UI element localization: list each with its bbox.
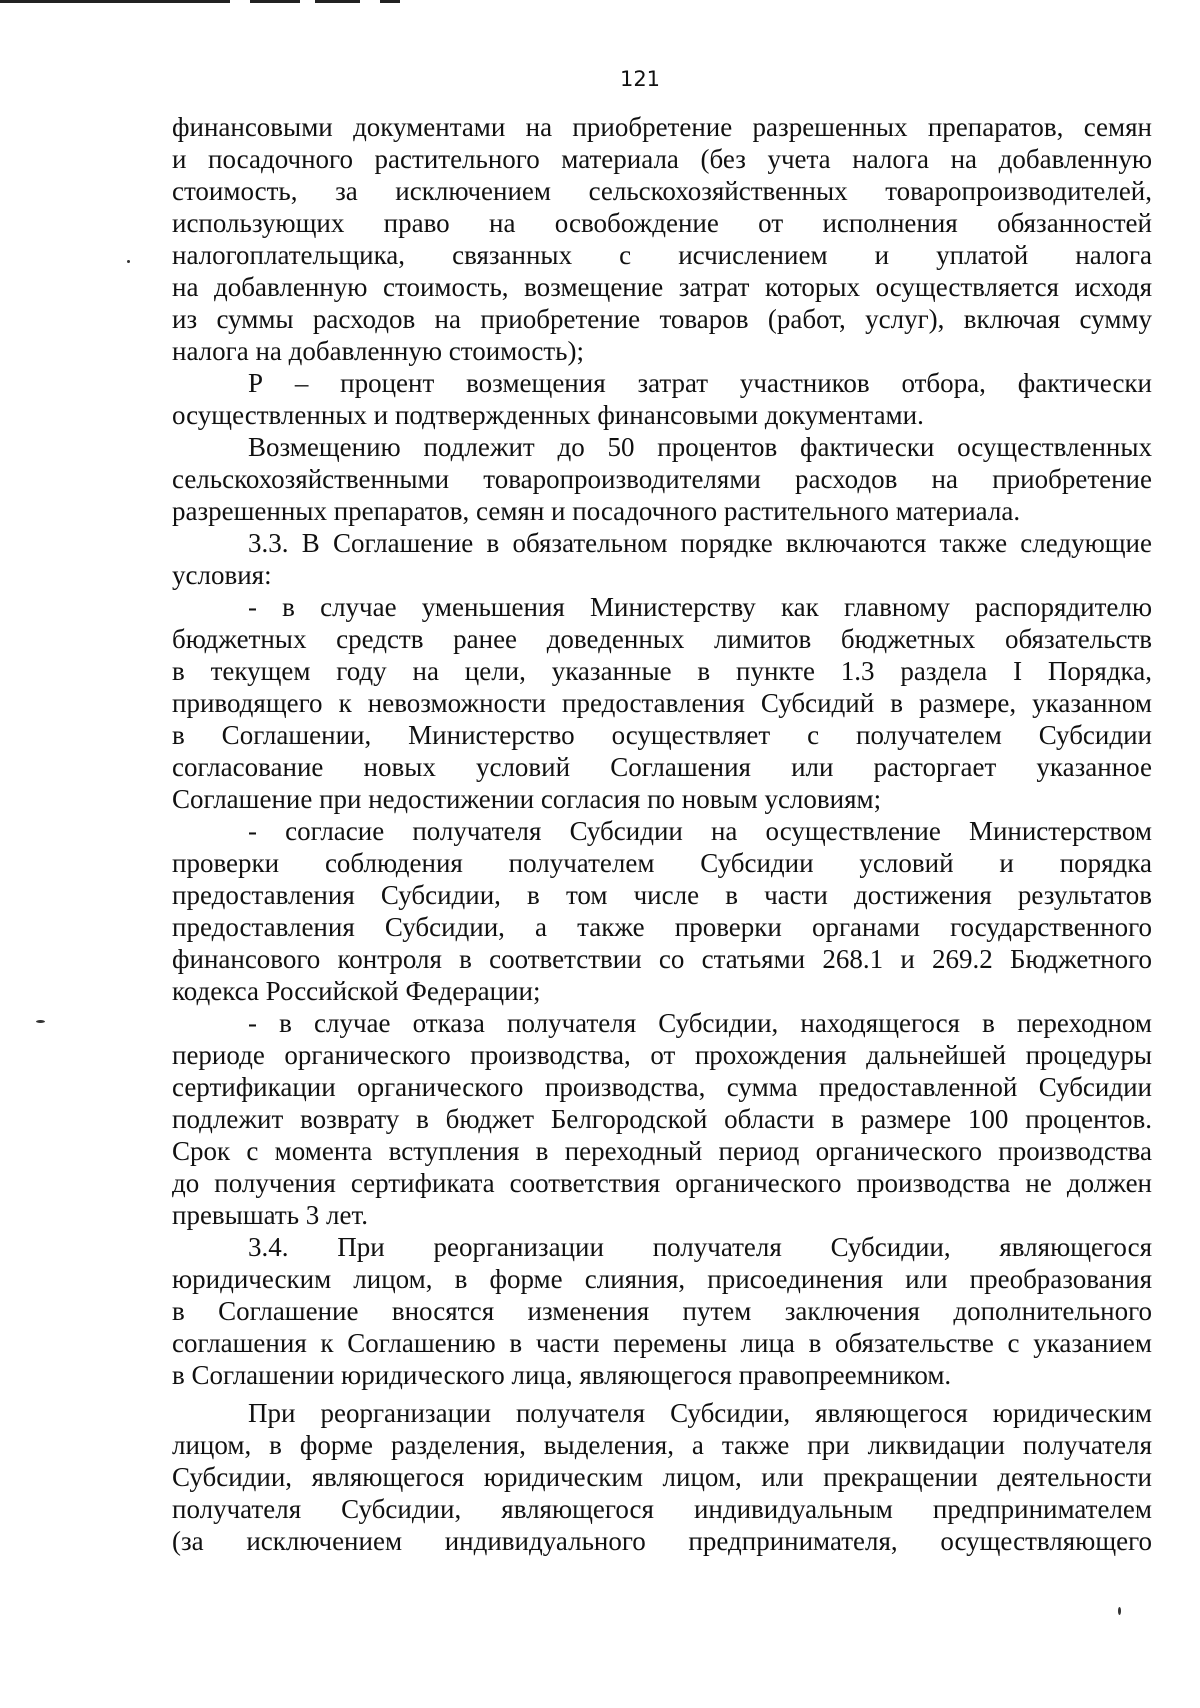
text-line: кодекса Российской Федерации; bbox=[172, 976, 541, 1006]
text-line: использующих право на освобождение от исполнения обязанностей bbox=[172, 208, 1152, 238]
text-line: сертификации органического производства, сумма предоставленной Субсидии bbox=[172, 1072, 1152, 1102]
text-line: на добавленную стоимость, возмещение затрат которых осуществляется исходя bbox=[172, 272, 1152, 302]
text-line: Срок с момента вступления в переходный период органического производства bbox=[172, 1136, 1152, 1166]
text-line: соглашения к Соглашению в части перемены лица в обязательстве с указанием bbox=[172, 1328, 1152, 1358]
paragraph-p3 bbox=[172, 431, 1152, 527]
scan-top-edge bbox=[0, 0, 520, 3]
text-line: - в случае отказа получателя Субсидии, находящегося в переходном bbox=[248, 1008, 1152, 1038]
text-line: проверки соблюдения получателем Субсидии условий и порядка bbox=[172, 848, 1152, 878]
text-line: предоставления Субсидии, в том числе в части достижения результатов bbox=[172, 880, 1152, 910]
text-line: При реорганизации получателя Субсидии, являющегося юридическим bbox=[248, 1398, 1152, 1428]
text-line: Возмещению подлежит до 50 процентов фактически осуществленных bbox=[248, 432, 1152, 462]
text-line: в Соглашении, Министерство осуществляет с получателем Субсидии bbox=[172, 720, 1152, 750]
text-line: в Соглашении юридического лица, являющегося правопреемником. bbox=[172, 1360, 952, 1390]
text-line: Соглашение при недостижении согласия по новым условиям; bbox=[172, 784, 882, 814]
text-line: налогоплательщика, связанных с исчислением и уплатой налога bbox=[172, 240, 1152, 270]
text-line: сельскохозяйственными товаропроизводителями расходов на приобретение bbox=[172, 464, 1152, 494]
paragraph-p1 bbox=[172, 111, 1152, 367]
text-line: финансовыми документами на приобретение разрешенных препаратов, семян bbox=[172, 112, 1152, 142]
paragraph-p5 bbox=[172, 591, 1152, 815]
text-line: - согласие получателя Субсидии на осуществление Министерством bbox=[248, 816, 1152, 846]
text-line: стоимость, за исключением сельскохозяйственных товаропроизводителей, bbox=[172, 176, 1152, 206]
text-line: в Соглашение вносятся изменения путем заключения дополнительного bbox=[172, 1296, 1152, 1326]
paragraph-p9 bbox=[172, 1397, 1152, 1557]
paragraph-p4 bbox=[172, 527, 1152, 591]
scan-speck bbox=[127, 260, 130, 263]
text-line: Р – процент возмещения затрат участников отбора, фактически bbox=[248, 368, 1152, 398]
text-line: условия: bbox=[172, 560, 272, 590]
text-line: разрешенных препаратов, семян и посадочного растительного материала. bbox=[172, 496, 1021, 526]
paragraph-p8 bbox=[172, 1231, 1152, 1391]
text-line: до получения сертификата соответствия органического производства не должен bbox=[172, 1168, 1152, 1198]
text-line: - в случае уменьшения Министерству как главному распорядителю bbox=[248, 592, 1152, 622]
text-line: лицом, в форме разделения, выделения, а также при ликвидации получателя bbox=[172, 1430, 1152, 1460]
document-body bbox=[172, 111, 1152, 1557]
text-line: согласование новых условий Соглашения или расторгает указанное bbox=[172, 752, 1152, 782]
text-line: финансового контроля в соответствии со статьями 268.1 и 269.2 Бюджетного bbox=[172, 944, 1152, 974]
text-line: предоставления Субсидии, а также проверки органами государственного bbox=[172, 912, 1152, 942]
text-line: Субсидии, являющегося юридическим лицом, или прекращении деятельности bbox=[172, 1462, 1152, 1492]
text-line: подлежит возврату в бюджет Белгородской области в размере 100 процентов. bbox=[172, 1104, 1152, 1134]
paragraph-p7 bbox=[172, 1007, 1152, 1231]
text-line: из суммы расходов на приобретение товаров (работ, услуг), включая сумму bbox=[172, 304, 1152, 334]
text-line: получателя Субсидии, являющегося индивидуальным предпринимателем bbox=[172, 1494, 1152, 1524]
text-line: бюджетных средств ранее доведенных лимитов бюджетных обязательств bbox=[172, 624, 1152, 654]
text-line: превышать 3 лет. bbox=[172, 1200, 368, 1230]
paragraph-p6 bbox=[172, 815, 1152, 1007]
text-line: периоде органического производства, от прохождения дальнейшей процедуры bbox=[172, 1040, 1152, 1070]
text-line: (за исключением индивидуального предпринимателя, осуществляющего bbox=[172, 1526, 1152, 1556]
text-line: налога на добавленную стоимость); bbox=[172, 336, 584, 366]
scan-speck bbox=[1118, 1607, 1121, 1615]
scan-speck bbox=[36, 1020, 45, 1023]
text-line: юридическим лицом, в форме слияния, присоединения или преобразования bbox=[172, 1264, 1152, 1294]
text-line: и посадочного растительного материала (без учета налога на добавленную bbox=[172, 144, 1152, 174]
text-line: 3.3. В Соглашение в обязательном порядке включаются также следующие bbox=[248, 528, 1152, 558]
page-number: 121 bbox=[619, 67, 661, 91]
text-line: приводящего к невозможности предоставления Субсидий в размере, указанном bbox=[172, 688, 1152, 718]
paragraph-p2 bbox=[172, 367, 1152, 431]
text-line: 3.4. При реорганизации получателя Субсидии, являющегося bbox=[248, 1232, 1152, 1262]
text-line: в текущем году на цели, указанные в пункте 1.3 раздела I Порядка, bbox=[172, 656, 1152, 686]
text-line: осуществленных и подтвержденных финансовыми документами. bbox=[172, 400, 924, 430]
